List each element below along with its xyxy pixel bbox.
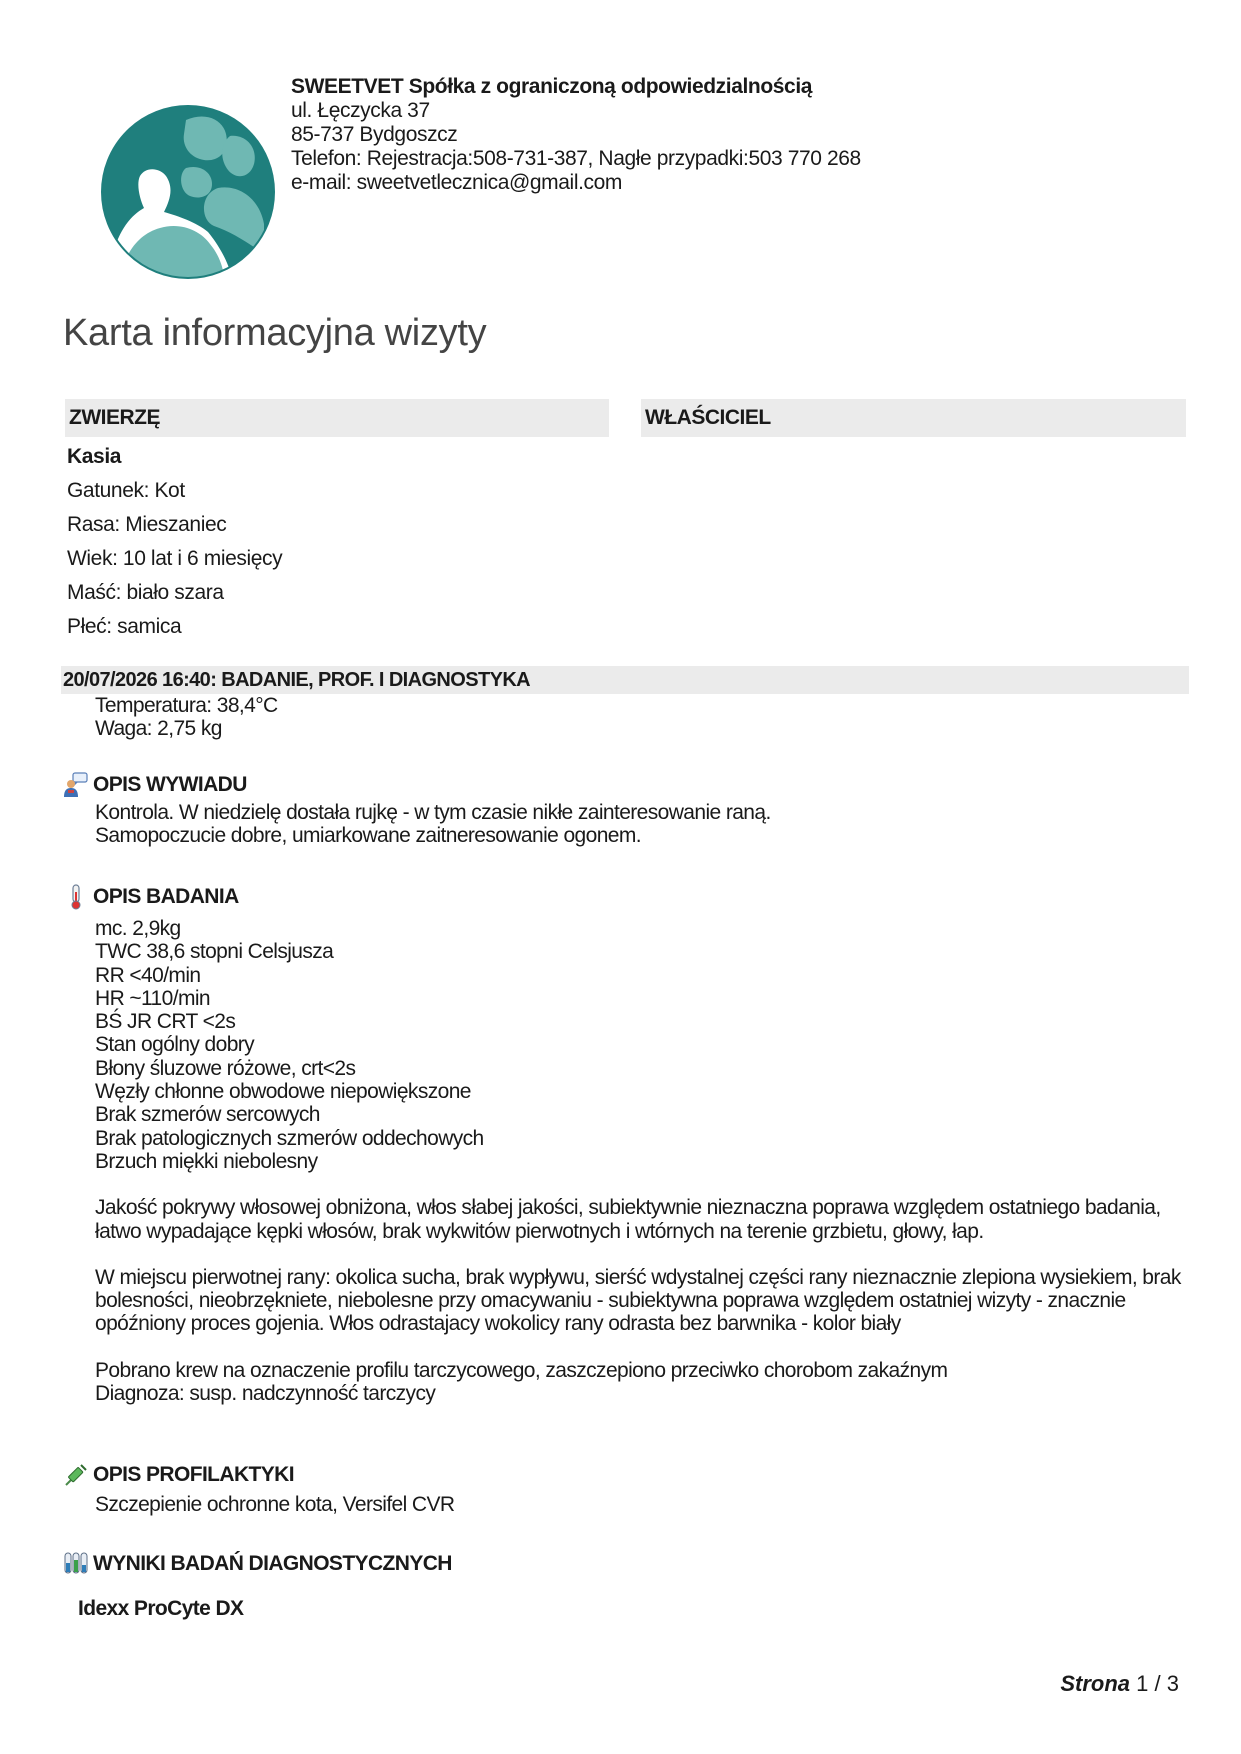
exam-line: Węzły chłonne obwodowe niepowiększone xyxy=(95,1080,471,1104)
exam-line: HR ~110/min xyxy=(95,986,210,1010)
exam-line: TWC 38,6 stopni Celsjusza xyxy=(95,940,334,964)
exam-title: OPIS BADANIA xyxy=(93,885,239,908)
clinic-email: e-mail: sweetvetlecznica@gmail.com xyxy=(291,171,622,194)
exam-line: RR <40/min xyxy=(95,963,201,987)
history-title: OPIS WYWIADU xyxy=(93,773,247,796)
page-title: Karta informacyjna wizyty xyxy=(63,312,487,354)
animal-name: Kasia xyxy=(67,445,122,468)
exam-line: Stan ogólny dobry xyxy=(95,1033,255,1057)
animal-age: Wiek: 10 lat i 6 miesięcy xyxy=(67,547,283,570)
clinic-phone: Telefon: Rejestracja:508-731-387, Nagłe przypadki:503 770 268 xyxy=(291,147,861,170)
exam-line: Błony śluzowe różowe, crt<2s xyxy=(95,1056,356,1080)
visit-weight: Waga: 2,75 kg xyxy=(95,717,222,741)
page-current: 1 xyxy=(1136,1671,1149,1696)
exam-line: Brak szmerów sercowych xyxy=(95,1103,320,1127)
visit-header: 20/07/2026 16:40: BADANIE, PROF. I DIAGNOSTYKA xyxy=(61,666,1189,694)
visit-vitals xyxy=(95,694,1185,741)
clinic-logo xyxy=(100,104,276,280)
history-line: Kontrola. W niedzielę dostała rujkę - w tym czasie nikłe zainteresowanie raną. xyxy=(95,801,771,824)
exam-line-diagnosis: Diagnoza: susp. nadczynność tarczycy xyxy=(95,1382,436,1406)
diagnostics-title: WYNIKI BADAŃ DIAGNOSTYCZNYCH xyxy=(93,1552,452,1575)
prophylaxis-title: OPIS PROFILAKTYKI xyxy=(93,1463,294,1486)
prophylaxis-text xyxy=(95,1493,1185,1516)
syringe-icon xyxy=(63,1462,89,1488)
animal-species: Gatunek: Kot xyxy=(67,479,185,502)
clinic-city: 85-737 Bydgoszcz xyxy=(291,123,458,146)
diagnostics-section-title xyxy=(63,1550,452,1578)
exam-text xyxy=(95,917,1185,1405)
prophylaxis-section-title xyxy=(63,1461,294,1489)
exam-line: mc. 2,9kg xyxy=(95,917,181,940)
animal-breed: Rasa: Mieszaniec xyxy=(67,513,227,536)
test-tubes-icon xyxy=(63,1551,89,1577)
exam-line: Brak patologicznych szmerów oddechowych xyxy=(95,1126,484,1150)
clinic-name: SWEETVET Spółka z ograniczoną odpowiedzialnością xyxy=(291,75,813,98)
thermometer-icon xyxy=(63,884,89,910)
history-section-title xyxy=(63,771,247,799)
animal-color: Maść: biało szara xyxy=(67,581,224,604)
diagnostics-device: Idexx ProCyte DX xyxy=(78,1597,244,1620)
animal-details xyxy=(67,440,282,644)
exam-paragraph-wound: W miejscu pierwotnej rany: okolica sucha, brak wypływu, sierść wdystalnej części rany nieznacznie zlepiona wysiekiem, brak bolesności, nieobrzękniete, niebolesne przy omacywaniu - subiektywna poprawa względem ostatniej wizyty - znacznie opóźniony proces gojenia. Włos odrastajacy wokolicy rany odrasta bez barwnika - kolor biały xyxy=(95,1265,1181,1336)
animal-sex: Płeć: samica xyxy=(67,615,182,638)
page-label: Strona xyxy=(1060,1671,1131,1696)
visit-temperature: Temperatura: 38,4°C xyxy=(95,694,278,717)
page-indicator xyxy=(1060,1671,1179,1697)
page-total: / 3 xyxy=(1154,1671,1179,1696)
exam-paragraph-coat: Jakość pokrywy włosowej obniżona, włos słabej jakości, subiektywnie nieznaczna poprawa względem ostatniego badania, łatwo wypadające kępki włosów, brak wykwitów pierwotnych i wtórnych na terenie grzbietu, głowy, łap. xyxy=(95,1196,1161,1243)
clinic-info xyxy=(291,75,861,195)
history-line: Samopoczucie dobre, umiarkowane zaitneresowanie ogonem. xyxy=(95,824,641,848)
person-speech-icon xyxy=(63,772,89,798)
exam-line: BŚ JR CRT <2s xyxy=(95,1010,236,1034)
clinic-street: ul. Łęczycka 37 xyxy=(291,99,430,122)
animal-section-header: ZWIERZĘ xyxy=(65,399,609,437)
prophylaxis-line: Szczepienie ochronne kota, Versifel CVR xyxy=(95,1493,455,1516)
history-text xyxy=(95,801,1185,848)
exam-line: Brzuch miękki niebolesny xyxy=(95,1149,318,1173)
exam-line-blood: Pobrano krew na oznaczenie profilu tarczycowego, zaszczepiono przeciwko chorobom zakaźnym xyxy=(95,1358,948,1382)
exam-section-title xyxy=(63,883,239,911)
owner-section-header: WŁAŚCICIEL xyxy=(641,399,1186,437)
